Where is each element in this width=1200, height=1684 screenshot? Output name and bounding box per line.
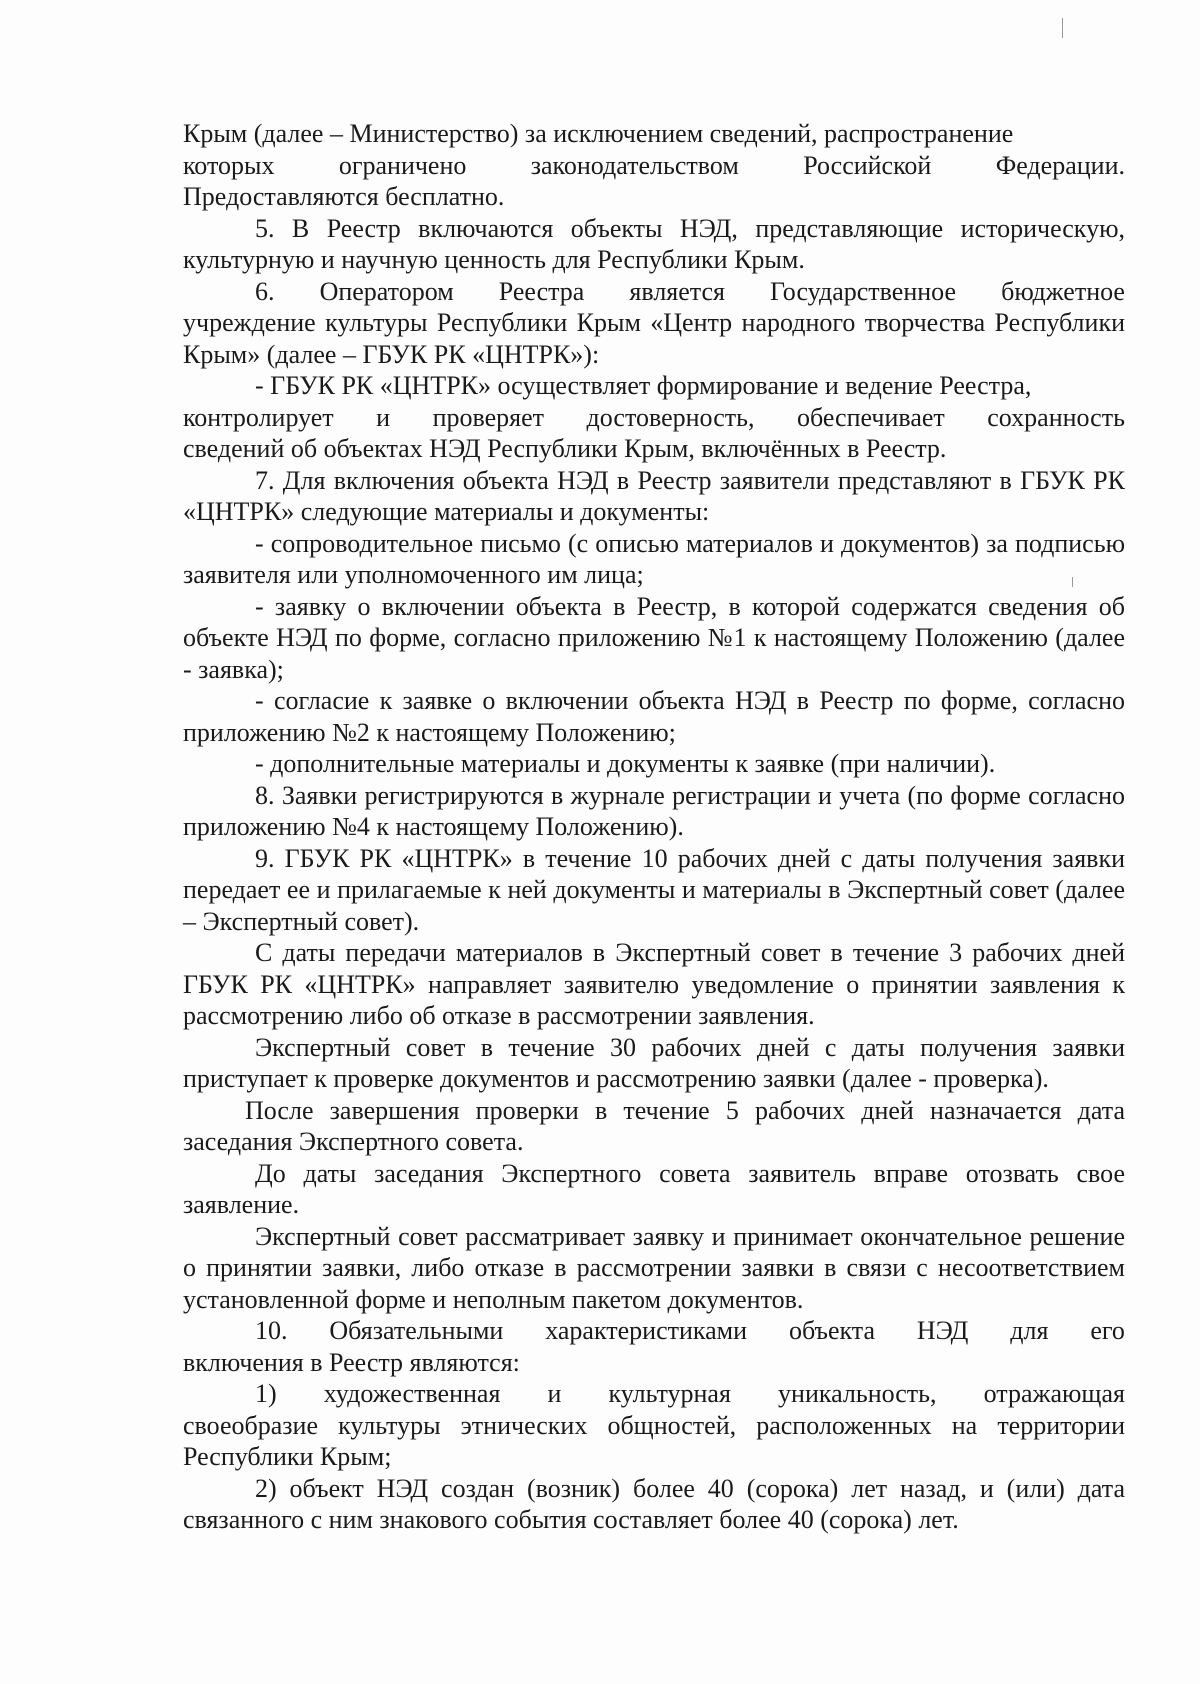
word: Государственное — [770, 276, 957, 306]
word: Оператором — [319, 276, 454, 306]
word: Федерации. — [995, 150, 1125, 180]
clause-7-item-letter: - сопроводительное письмо (с описью материалов и документов) за подписью заявителя или уполномоченного им лица; — [183, 528, 1125, 589]
clause-9-decision: Экспертный совет рассматривает заявку и принимает окончательное решение о принятии заявки, либо отказе в рассмотрении заявки в связи с несоответствием установленной форме и неполным пакетом документов. — [183, 1221, 1125, 1314]
word: ограничено — [338, 150, 467, 180]
paragraph-continuation: Крым (далее – Министерство) за исключением сведений, распространение — [183, 119, 1014, 148]
clause-6-body: учреждение культуры Республики Крым «Центр народного творчества Республики Крым» (далее – ГБУК РК «ЦНТРК»): — [183, 308, 1125, 369]
word: его — [1090, 1316, 1125, 1345]
word: является — [629, 276, 725, 306]
word: законодательством — [530, 150, 739, 180]
word: которых — [183, 150, 275, 180]
clause-9-withdrawal: До даты заседания Экспертного совета заявитель вправе отозвать свое заявление. — [183, 1158, 1125, 1219]
word: 6. — [255, 276, 275, 306]
clause-7-item-consent: - согласие к заявке о включении объекта НЭД в Реестр по форме, согласно приложению №2 к настоящему Положению; — [183, 686, 1125, 747]
word: для — [1010, 1316, 1049, 1345]
word: Реестра — [498, 276, 585, 306]
clause-7: 7. Для включения объекта НЭД в Реестр заявители представляют в ГБУК РК «ЦНТРК» следующие материалы и документы: — [183, 465, 1125, 526]
word: и — [376, 402, 391, 432]
clause-6-item-end: сведений об объектах НЭД Республики Крым, включённых в Реестр. — [183, 434, 947, 463]
word: уникальность, — [778, 1379, 937, 1408]
clause-10-end: включения в Реестр являются: — [183, 1347, 520, 1377]
clause-9-notification: С даты передачи материалов в Экспертный совет в течение 3 рабочих дней ГБУК РК «ЦНТРК» направляет заявителю уведомление о принятии заявления к рассмотрению либо об отказе в рассмотрении заявления. — [183, 938, 1125, 1030]
word: бюджетное — [1001, 276, 1125, 306]
word: характеристиками — [545, 1316, 748, 1345]
word: Обязательными — [329, 1316, 504, 1345]
word: контролирует — [183, 402, 334, 432]
word: Российской — [803, 150, 932, 180]
clause-6-first-line — [183, 276, 1125, 308]
word: и — [547, 1379, 562, 1408]
clause-7-item-additional: - дополнительные материалы и документы к заявке (при наличии). — [255, 749, 996, 778]
word: культурная — [608, 1379, 731, 1408]
word: достоверность, — [586, 402, 755, 432]
clause-7-item-application: - заявку о включении объекта в Реестр, в которой содержатся сведения об объекте НЭД по форме, согласно приложению №1 к настоящему Положению (далее - заявка); — [183, 591, 1125, 684]
word: художественная — [323, 1379, 501, 1408]
word: обеспечивает — [796, 402, 945, 432]
clause-10-item-2: 2) объект НЭД создан (возник) более 40 (сорока) лет назад, и (или) дата связанного с ним знакового события составляет более 40 (сорока) лет. — [183, 1473, 1125, 1534]
paragraph-free: Предоставляются бесплатно. — [183, 182, 505, 211]
clause-9-meeting-date: После завершения проверки в течение 5 рабочих дней назначается дата заседания Экспертного совета. — [183, 1095, 1125, 1156]
document-body — [183, 118, 1125, 1536]
clause-10-item-1-end: своеобразие культуры этнических общностей, расположенных на территории Республики Крым; — [183, 1410, 1125, 1471]
scan-mark-top — [1062, 18, 1063, 38]
word: 1) — [255, 1379, 277, 1408]
clause-10-first-line — [183, 1315, 1125, 1347]
clause-6-item-spread-line — [183, 402, 1125, 434]
clause-10-item-1-first-line — [183, 1378, 1125, 1410]
word: сохранность — [987, 402, 1125, 432]
word: проверяет — [432, 402, 545, 432]
word: 10. — [255, 1316, 288, 1345]
word: объекта — [788, 1316, 876, 1345]
clause-6-item-first-line: - ГБУК РК «ЦНТРК» осуществляет формирование и ведение Реестра, — [255, 371, 1032, 400]
clause-9: 9. ГБУК РК «ЦНТРК» в течение 10 рабочих дней с даты получения заявки передает ее и прилагаемые к ней документы и материалы в Экспертный совет (далее – Экспертный совет). — [183, 843, 1125, 936]
spread-line-restricted — [183, 150, 1125, 182]
clause-9-review: Экспертный совет в течение 30 рабочих дней с даты получения заявки приступает к проверке документов и рассмотрению заявки (далее - проверка). — [183, 1032, 1125, 1093]
word: отражающая — [983, 1379, 1125, 1408]
word: НЭД — [916, 1316, 969, 1345]
clause-8: 8. Заявки регистрируются в журнале регистрации и учета (по форме согласно приложению №4 к настоящему Положению). — [183, 780, 1125, 841]
clause-5: 5. В Реестр включаются объекты НЭД, представляющие историческую, культурную и научную ценность для Республики Крым. — [183, 213, 1125, 274]
